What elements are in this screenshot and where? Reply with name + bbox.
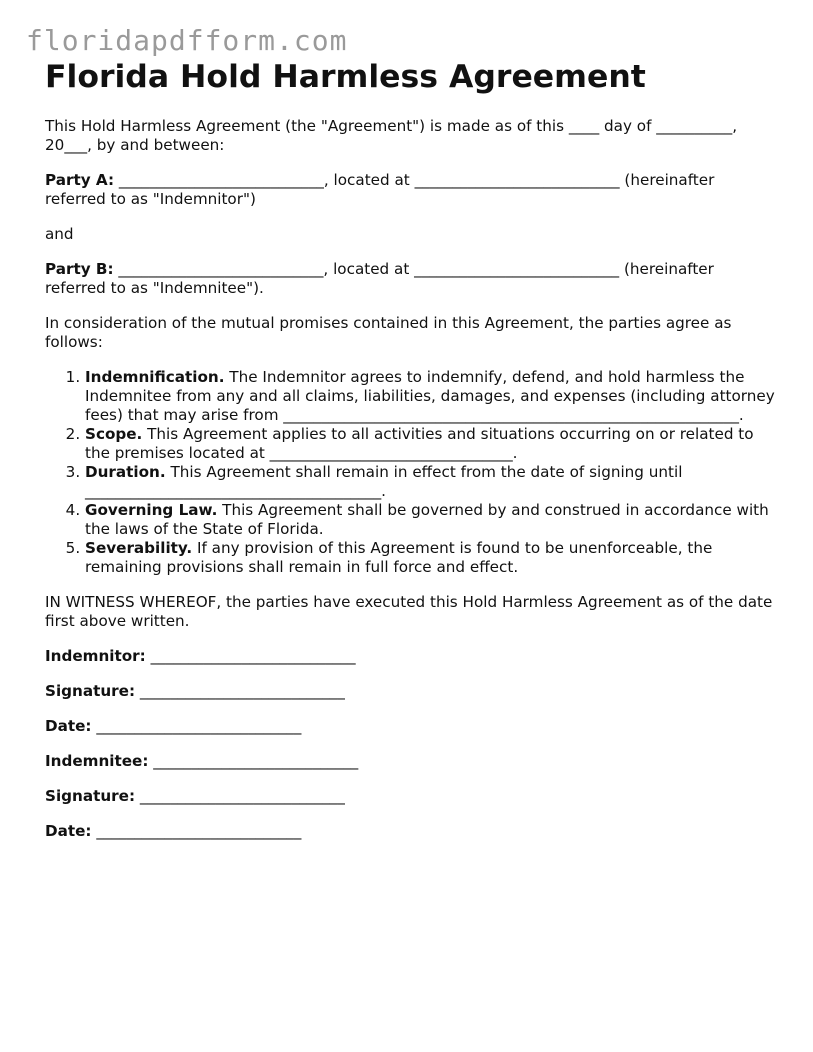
party-a-paragraph — [45, 171, 775, 209]
clause-text: This Agreement shall remain in effect from the date of signing until _______________________________________. — [85, 463, 683, 500]
clause-title: Scope. — [85, 425, 143, 443]
document-title: Florida Hold Harmless Agreement — [45, 59, 646, 95]
clause-title: Duration. — [85, 463, 166, 481]
clause-title: Governing Law. — [85, 501, 218, 519]
party-b-paragraph — [45, 260, 775, 298]
blank-line: ___________________________ — [135, 787, 345, 805]
clause-governing-law — [85, 501, 775, 539]
consideration-paragraph: In consideration of the mutual promises contained in this Agreement, the parties agree as follows: — [45, 314, 732, 351]
signature-label: Date: — [45, 717, 92, 735]
blank-line: ___________________________ — [148, 752, 359, 770]
blank-line: ___________________________ — [91, 717, 302, 735]
clause-text: This Agreement applies to all activities and situations occurring on or related to the premises located at ________________________________. — [85, 425, 754, 462]
indemnitor-date-line — [45, 717, 775, 736]
witness-paragraph: IN WITNESS WHEREOF, the parties have executed this Hold Harmless Agreement as of the date first above written. — [45, 593, 773, 630]
signature-block — [45, 647, 775, 841]
party-b-label: Party B: — [45, 260, 114, 278]
signature-label: Indemnitor: — [45, 647, 146, 665]
clause-text: The Indemnitor agrees to indemnify, defend, and hold harmless the Indemnitee from any and all claims, liabilities, damages, and expenses (including attorney fees) that may arise from ____________________________________________________________. — [85, 368, 775, 424]
indemnitee-line — [45, 752, 775, 771]
clause-severability — [85, 539, 775, 577]
indemnitee-date-line — [45, 822, 775, 841]
site-watermark: floridapdfform.com — [26, 24, 348, 57]
party-b-text: ___________________________, located at ___________________________ (hereinafter referred to as "Indemnitee"). — [45, 260, 714, 297]
signature-label: Indemnitee: — [45, 752, 149, 770]
signature-label: Signature: — [45, 682, 136, 700]
and-paragraph: and — [45, 225, 74, 243]
clause-duration — [85, 463, 775, 501]
clause-text: If any provision of this Agreement is found to be unenforceable, the remaining provisions shall remain in full force and effect. — [85, 539, 713, 576]
agreement-body — [45, 117, 775, 857]
clause-title: Severability. — [85, 539, 193, 557]
clause-indemnification — [85, 368, 775, 425]
indemnitee-signature-line — [45, 787, 775, 806]
clause-text: This Agreement shall be governed by and construed in accordance with the laws of the State of Florida. — [85, 501, 769, 538]
clause-list — [45, 368, 775, 577]
clause-title: Indemnification. — [85, 368, 225, 386]
indemnitor-signature-line — [45, 682, 775, 701]
party-a-label: Party A: — [45, 171, 115, 189]
blank-line: ___________________________ — [145, 647, 356, 665]
blank-line: ___________________________ — [135, 682, 345, 700]
signature-label: Date: — [45, 822, 92, 840]
signature-label: Signature: — [45, 787, 136, 805]
party-a-text: ___________________________, located at ___________________________ (hereinafter referred to as "Indemnitor") — [45, 171, 715, 208]
clause-scope — [85, 425, 775, 463]
blank-line: ___________________________ — [91, 822, 302, 840]
intro-paragraph: This Hold Harmless Agreement (the "Agreement") is made as of this ____ day of __________, 20___, by and between: — [45, 117, 738, 154]
indemnitor-line — [45, 647, 775, 666]
